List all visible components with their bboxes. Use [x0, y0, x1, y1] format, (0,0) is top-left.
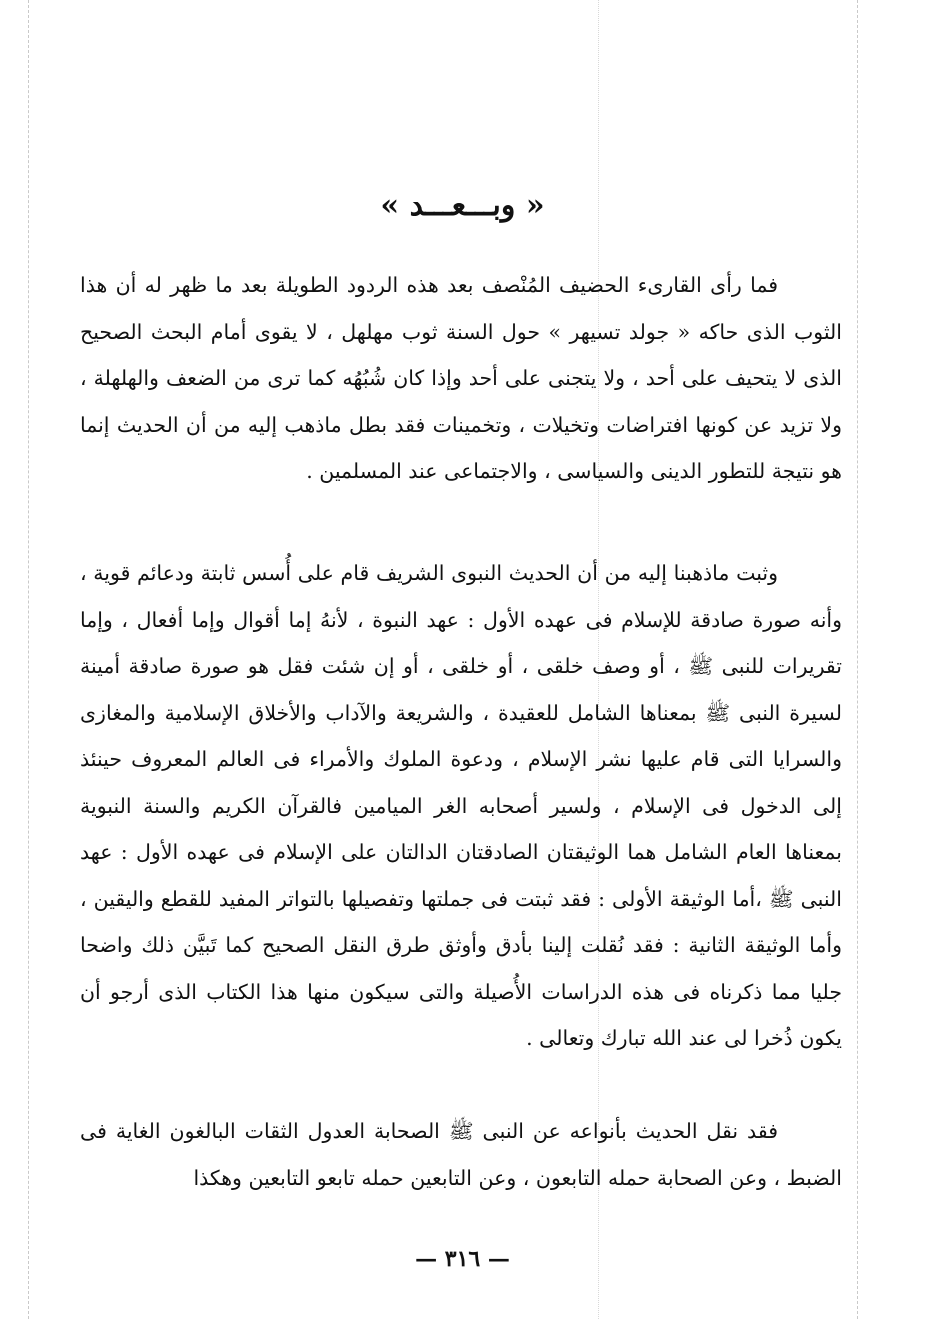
section-heading: « وبـــعـــد »	[380, 188, 545, 223]
paragraph-3	[80, 1108, 842, 1201]
paragraph-text: وثبت ماذهبنا إليه من أن الحديث النبوى الشريف قام على أُسس ثابتة ودعائم قوية ، وأنه صورة صادقة للإسلام فى عهده الأول : عهد النبوة ، لأنهُ إما أقوال وإما أفعال ، وإما تقريرات للنبى ﷺ ، أو وصف خلقى ، أو خلقى ، أو إن شئت فقل هو صورة صادقة أمينة لسيرة النبى ﷺ بمعناها الشامل للعقيدة ، والشريعة والآداب والأخلاق الإسلامية والمغازى والسرايا التى قام عليها نشر الإسلام ، ودعوة الملوك والأمراء فى العالم المعروف حينئذ إلى الدخول فى الإسلام ، ولسير أصحابه الغر الميامين فالقرآن الكريم والسنة النبوية بمعناها العام الشامل هما الوثيقتان الصادقتان الدالتان على الإسلام فى عهده الأول : عهد النبى ﷺ ،أما الوثيقة الأولى : فقد ثبتت فى جملتها وتفصيلها بالتواتر المفيد للقطع واليقين ، وأما الوثيقة الثانية : فقد نُقلت إلينا بأدق وأوثق طرق النقل الصحيح كما تَبيَّن ذلك واضحا جليا مما ذكرناه فى هذه الدراسات الأُصيلة والتى سيكون منها هذا الكتاب الذى أرجو أن يكون ذُخرا لى عند الله تبارك وتعالى .	[80, 561, 842, 1050]
page-number: — ٣١٦ —	[415, 1246, 510, 1272]
paragraph-2	[80, 550, 842, 1062]
paragraph-1	[80, 262, 842, 495]
paragraph-text: فقد نقل الحديث بأنواعه عن النبى ﷺ الصحابة العدول الثقات البالغون الغاية فى الضبط ، وعن الصحابة حمله التابعون ، وعن التابعين حمله تابعو التابعين وهكذا	[80, 1119, 842, 1190]
paragraph-text: فما رأى القارىء الحضيف المُنْصف بعد هذه الردود الطويلة بعد ما ظهر له أن هذا الثوب الذى حاكه « جولد تسيهر » حول السنة ثوب مهلهل ، لا يقوى أمام البحث الصحيح الذى لا يتحيف على أحد ، ولا يتجنى على أحد وإذا كان شُبُهُه كما ترى من الضعف والهلهلة ، ولا تزيد عن كونها افتراضات وتخيلات ، وتخمينات فقد بطل ماذهب إليه من أن الحديث إنما هو نتيجة للتطور الدينى والسياسى ، والاجتماعى عند المسلمين .	[80, 273, 842, 483]
